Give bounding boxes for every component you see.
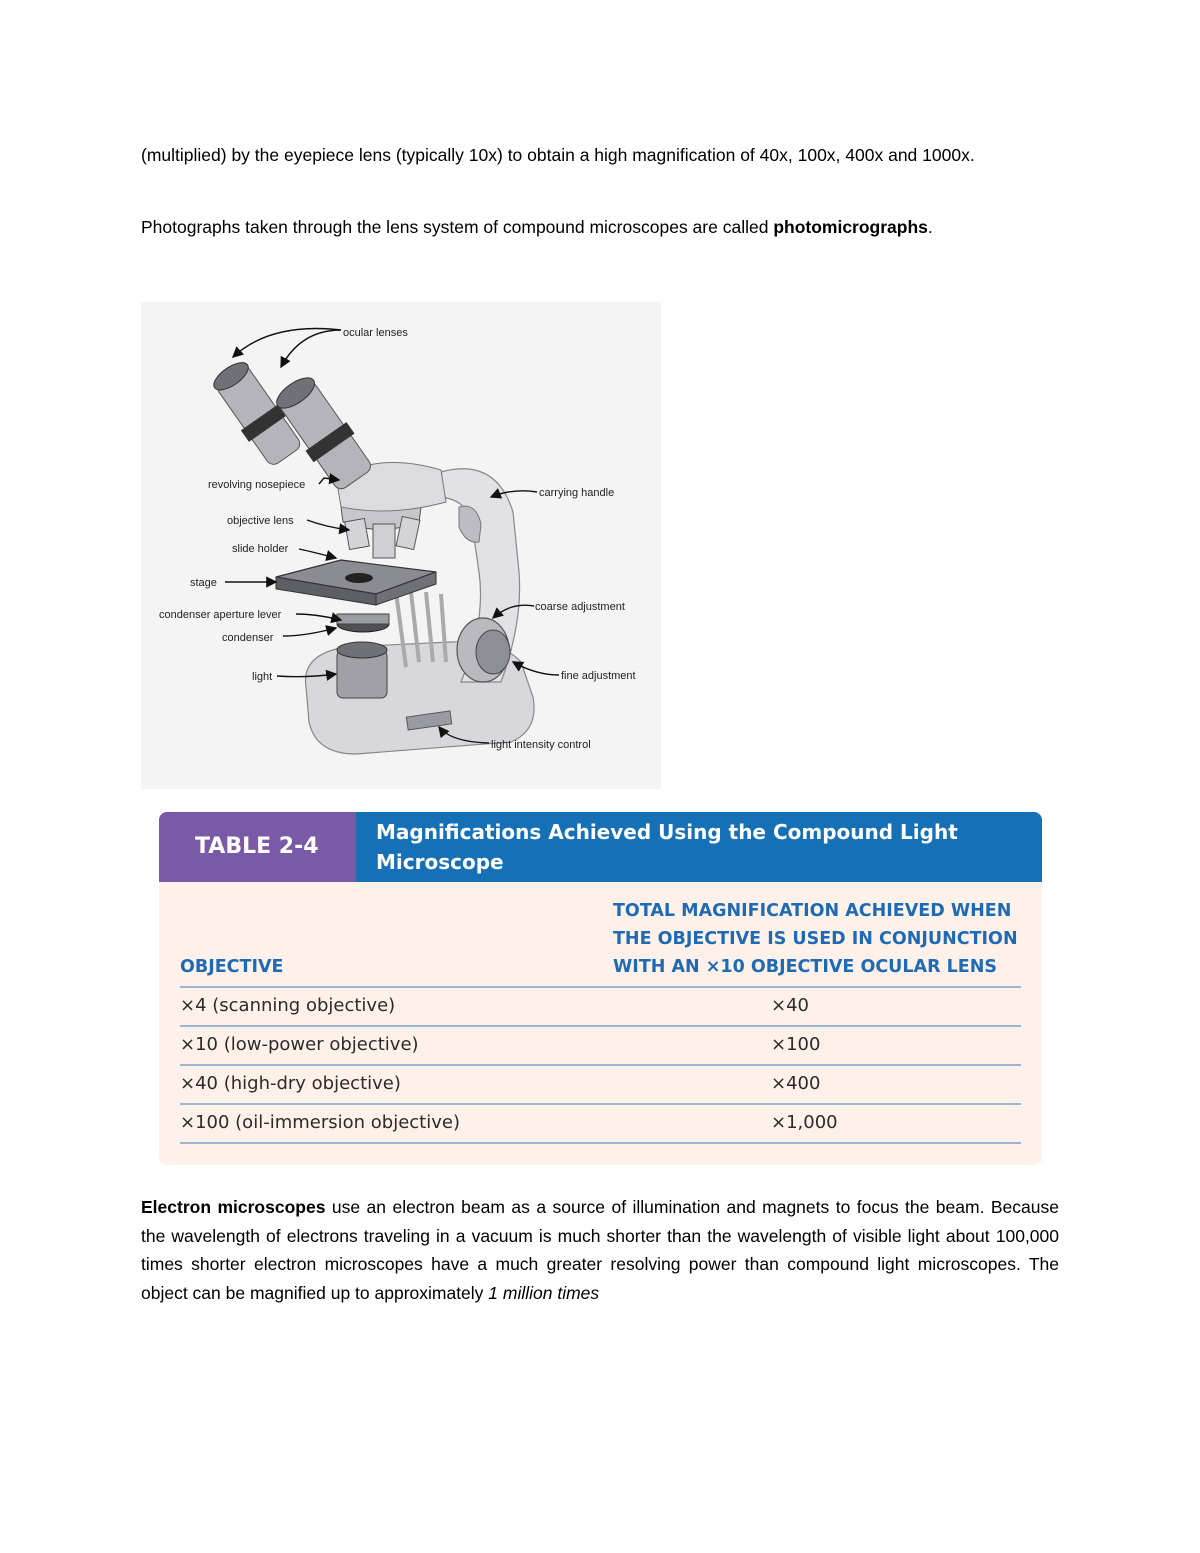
cell-objective: ×4 (scanning objective) [180,995,396,1016]
term-electron-microscopes: Electron microscopes [141,1197,326,1217]
table-tag: TABLE 2-4 [159,812,356,882]
table-row [180,1106,1021,1142]
term-photomicrographs: photomicrographs [773,217,928,237]
table-title [356,812,1042,882]
table-row [180,1028,1021,1064]
label-coarse-adjustment: coarse adjustment [535,601,625,613]
table-rule [180,986,1021,988]
col2-header-line1: TOTAL MAGNIFICATION ACHIEVED WHEN [613,901,1012,921]
label-fine-adjustment: fine adjustment [561,670,636,682]
table-rule [180,1064,1021,1066]
column-header-total-magnification [613,897,1033,981]
label-carrying-handle: carrying handle [539,487,615,499]
cell-total: ×1,000 [771,1112,838,1133]
label-condenser-aperture-lever: condenser aperture lever [159,609,282,621]
table-title-line1: Magnifications Achieved Using the Compound Light [376,820,958,844]
column-header-objective: OBJECTIVE [180,957,284,977]
label-slide-holder: slide holder [232,543,289,555]
label-revolving-nosepiece: revolving nosepiece [208,479,306,491]
table-rule [180,1103,1021,1105]
cell-total: ×100 [771,1034,821,1055]
table-rule [180,1025,1021,1027]
p2-end: . [927,217,933,237]
cell-objective: ×100 (oil-immersion objective) [180,1112,460,1133]
label-ocular-lenses: ocular lenses [343,327,408,339]
table-title-line2: Microscope [376,850,504,874]
paragraph-photomicrographs [141,213,1059,242]
p3-italic: 1 million times [488,1282,600,1303]
cell-objective: ×10 (low-power objective) [180,1034,419,1055]
paragraph-electron-microscopes [141,1193,1059,1307]
col2-header-line3: WITH AN ×10 OBJECTIVE OCULAR LENS [613,957,997,977]
label-stage: stage [190,577,217,589]
label-light: light [252,671,273,683]
label-condenser: condenser [222,632,274,644]
magnification-table [159,812,1042,1165]
label-light-intensity-control: light intensity control [491,739,591,751]
col2-header-line2: THE OBJECTIVE IS USED IN CONJUNCTION [613,929,1018,949]
table-row [180,1067,1021,1103]
table-header-band [159,812,1042,882]
cell-total: ×400 [771,1073,821,1094]
label-objective-lens: objective lens [227,515,294,527]
cell-total: ×40 [771,995,809,1016]
microscope-diagram [141,302,661,789]
p3-text: use an electron beam as a source of illumination and magnets to focus the beam. Because the wavelength of electrons traveling in a vacuum is much shorter than the wavelength of visible light about 100,000 times shorter electron microscopes have a much greater resolving power than compound light microscopes. The object can be magnified up to approximately [141,1197,1059,1303]
table-rule [180,1142,1021,1144]
p2-text: Photographs taken through the lens system of compound microscopes are called [141,217,774,237]
microscope-illustration [141,302,661,789]
table-row [180,989,1021,1025]
paragraph-magnification: (multiplied) by the eyepiece lens (typically 10x) to obtain a high magnification of 40x, 100x, 400x and 1000x. [141,145,975,165]
cell-objective: ×40 (high-dry objective) [180,1073,401,1094]
